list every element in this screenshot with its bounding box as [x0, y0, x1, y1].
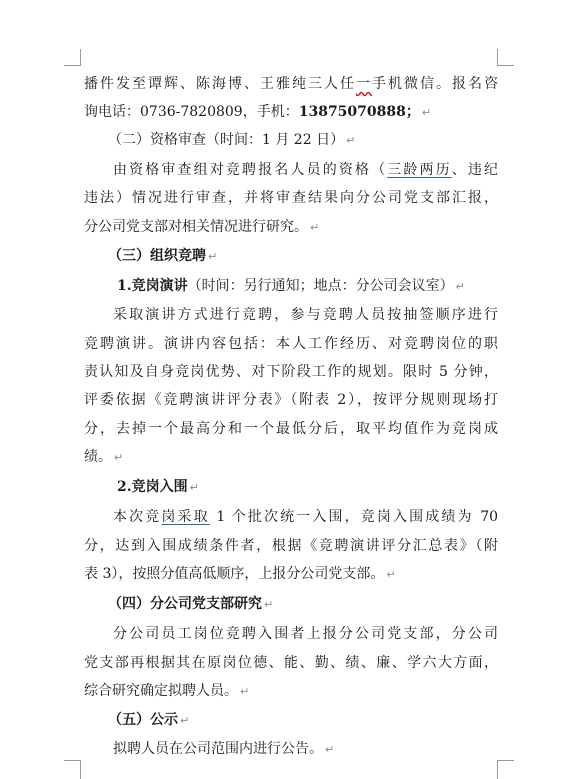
subheading: （二）资格审查（时间：1 月 22 日） ↵: [108, 132, 356, 148]
subsection-heading: 2.竞岗入围 ↵: [117, 479, 199, 495]
section-heading: （五）公示 ↵: [108, 712, 190, 728]
paragraph-mark-icon: ↵: [189, 481, 199, 494]
text-line: 分，去掉一个最高分和一个最低分后，取平均值作为竞岗成: [84, 421, 498, 437]
section-heading: （三）组织竞聘 ↵: [108, 248, 218, 264]
text-line: 询电话：0736-7820809，手机：13875070888； ↵: [84, 104, 432, 120]
text-line: 绩。 ↵: [84, 449, 124, 465]
text-line: 评委依据《竞聘演讲评分表》（附表 2），按评分规则现场打: [84, 392, 498, 408]
text-line: 播件发至谭辉、陈海博、王雅纯三人任一手机微信。报名咨: [84, 76, 498, 92]
text-line: 分公司员工岗位竞聘入围者上报分公司党支部，分公司: [113, 626, 498, 642]
paragraph-mark-icon: ↵: [310, 221, 320, 234]
text-line: 由资格审查组对竞聘报名人员的资格（三龄两历、违纪: [113, 162, 499, 178]
margin-corner-mark: [64, 760, 81, 779]
section-heading: （四）分公司党支部研究 ↵: [108, 596, 274, 612]
paragraph-mark-icon: ↵: [264, 598, 274, 611]
paragraph-mark-icon: ↵: [180, 714, 190, 727]
paragraph-mark-icon: ↵: [240, 685, 250, 698]
paragraph-mark-icon: ↵: [386, 568, 396, 581]
text-line: 表 3），按照分值高低顺序，上报分公司党支部。 ↵: [84, 566, 396, 582]
subsection-heading: 1.竞岗演讲（时间：另行通知；地点：分公司会议室） ↵: [117, 278, 465, 294]
text-line: 党支部再根据其在原岗位德、能、勤、绩、廉、学六大方面，: [84, 655, 498, 671]
margin-corner-mark: [497, 49, 514, 66]
text-line: 综合研究确定拟聘人员。 ↵: [84, 683, 250, 699]
text-line: 竞聘演讲。演讲内容包括：本人工作经历、对竞聘岗位的职: [84, 336, 498, 352]
text-line: 采取演讲方式进行竞聘，参与竞聘人员按抽签顺序进行: [113, 307, 498, 323]
margin-corner-mark: [497, 760, 514, 779]
text-line: 拟聘人员在公司范围内进行公告。 ↵: [113, 741, 335, 757]
paragraph-mark-icon: ↵: [421, 106, 432, 119]
margin-corner-mark: [64, 49, 81, 66]
paragraph-mark-icon: ↵: [346, 134, 356, 147]
paragraph-mark-icon: ↵: [114, 451, 124, 464]
text-line: 违法）情况进行审查，并将审查结果向分公司党支部汇报，: [84, 190, 498, 206]
paragraph-mark-icon: ↵: [325, 743, 335, 756]
paragraph-mark-icon: ↵: [455, 280, 465, 293]
text-line: 责认知及自身竞岗优势、对下阶段工作的规划。限时 5 分钟，: [84, 364, 498, 380]
text-line: 分公司党支部对相关情况进行研究。 ↵: [84, 219, 320, 235]
paragraph-mark-icon: ↵: [208, 250, 218, 263]
text-line: 分，达到入围成绩条件者，根据《竞聘演讲评分汇总表》（附: [84, 538, 498, 554]
text-line: 本次竞岗采取 1 个批次统一入围，竞岗入围成绩为 70: [113, 509, 499, 525]
